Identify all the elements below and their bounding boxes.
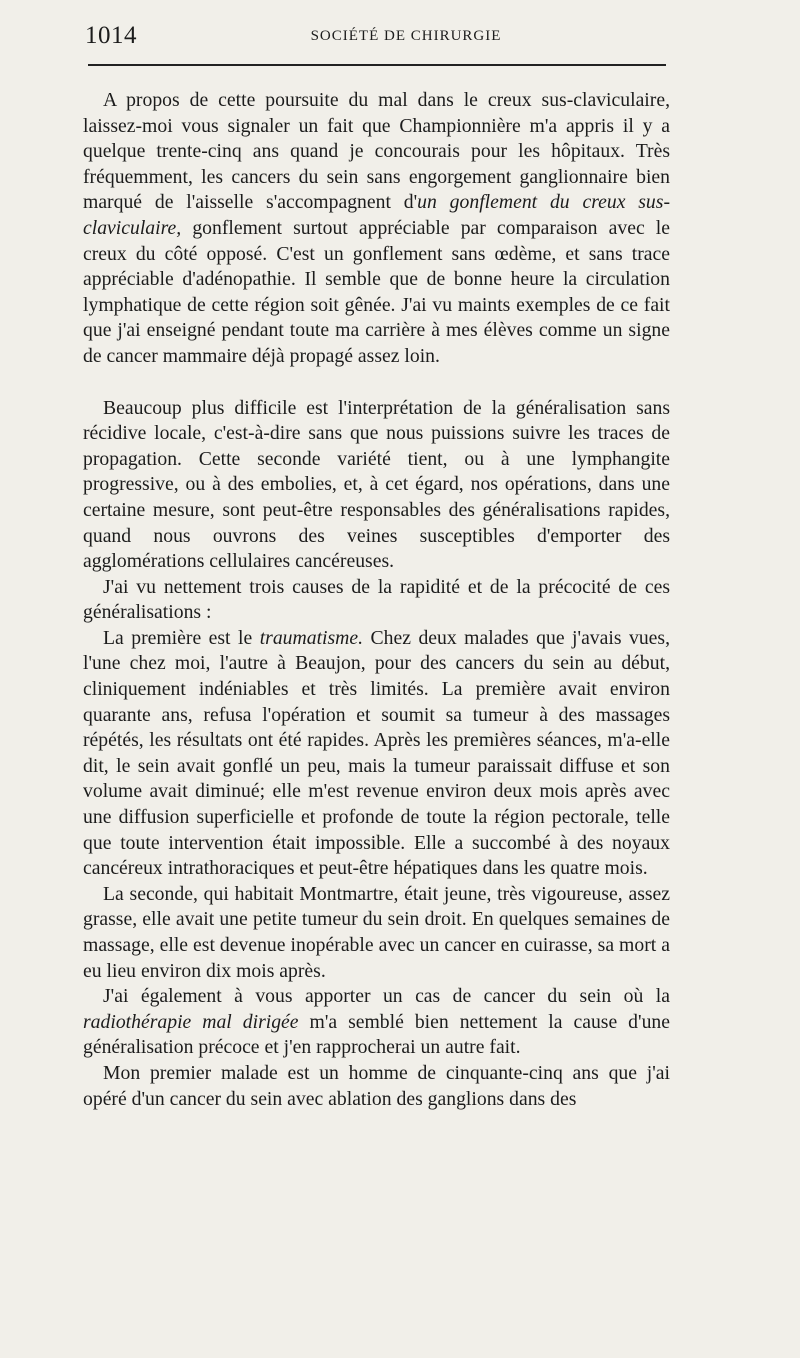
paragraph: La première est le traumatisme. Chez deux malades que j'avais vues, l'une chez moi, l'autre à Beaujon, pour des cancers du sein au début, cliniquement indéniables et très limités. La première avait environ quarante ans, refusa l'opération et soumit sa tumeur à des massages répétés, les résultats ont été rapides. Après les premières séances, m'a-elle dit, le sein avait gonflé un peu, mais la tumeur paraissait diffuse et son volume avait diminué; elle m'est revenue environ deux mois après avec une diffusion superficielle et profonde de toute la région pectorale, telle que toute intervention était impossible. Elle a succombé à des noyaux cancéreux intrathoraciques et peut-être hépatiques dans les quatre mois. — [83, 626, 670, 880]
paragraph-gap — [83, 370, 670, 396]
paragraph: A propos de cette poursuite du mal dans le creux sus-claviculaire, laissez-moi vous signaler un fait que Championnière m'a appris il y a quelque trente-cinq ans quand je concourais pour les hôpitaux. Très fréquemment, les cancers du sein sans engorgement ganglionnaire bien marqué de l'aisselle s'accompagnent d'un gonflement du creux sus-claviculaire, gonflement surtout appréciable par comparaison avec le creux du côté opposé. C'est un gonflement sans œdème, et sans trace appréciable d'adénopathie. Il semble que de bonne heure la circulation lymphatique de cette région soit gênée. J'ai vu maints exemples de ce fait que j'ai enseigné pendant toute ma carrière à mes élèves comme un signe de cancer mammaire déjà propagé assez loin. — [83, 89, 670, 367]
paragraph: J'ai vu nettement trois causes de la rapidité et de la précocité de ces généralisations : — [83, 575, 670, 624]
page-number: 1014 — [85, 22, 137, 49]
paragraph: Mon premier malade est un homme de cinquante-cinq ans que j'ai opéré d'un cancer du sein avec ablation des ganglions dans des — [83, 1061, 670, 1110]
emphasis: traumatisme. — [259, 626, 364, 649]
page-header — [85, 22, 667, 56]
emphasis: un gonflement du creux sus-claviculaire, — [83, 191, 670, 239]
running-title: SOCIÉTÉ DE CHIRURGIE — [310, 28, 502, 44]
emphasis: radiothérapie mal dirigée — [83, 1010, 299, 1033]
paragraph: Beaucoup plus difficile est l'interprétation de la généralisation sans récidive locale, c'est-à-dire sans que nous puissions suivre les traces de propagation. Cette seconde variété tient, ou à une lymphangite progressive, ou à des embolies, et, à cet égard, nos opérations, dans une certaine mesure, sont peut-être responsables des généralisations rapides, quand nous ouvrons des veines susceptibles d'emporter des agglomérations cellulaires cancéreuses. — [83, 396, 670, 573]
paragraph: J'ai également à vous apporter un cas de cancer du sein où la radiothérapie mal dirigée m'a semblé bien nettement la cause d'une généralisation précoce et j'en rapprocherai un autre fait. — [83, 985, 670, 1059]
header-rule — [88, 64, 666, 66]
body-text — [83, 88, 670, 1112]
paragraph: La seconde, qui habitait Montmartre, était jeune, très vigoureuse, assez grasse, elle avait une petite tumeur du sein droit. En quelques semaines de massage, elle est devenue inopérable avec un cancer en cuirasse, sa mort a eu lieu environ dix mois après. — [83, 882, 670, 982]
